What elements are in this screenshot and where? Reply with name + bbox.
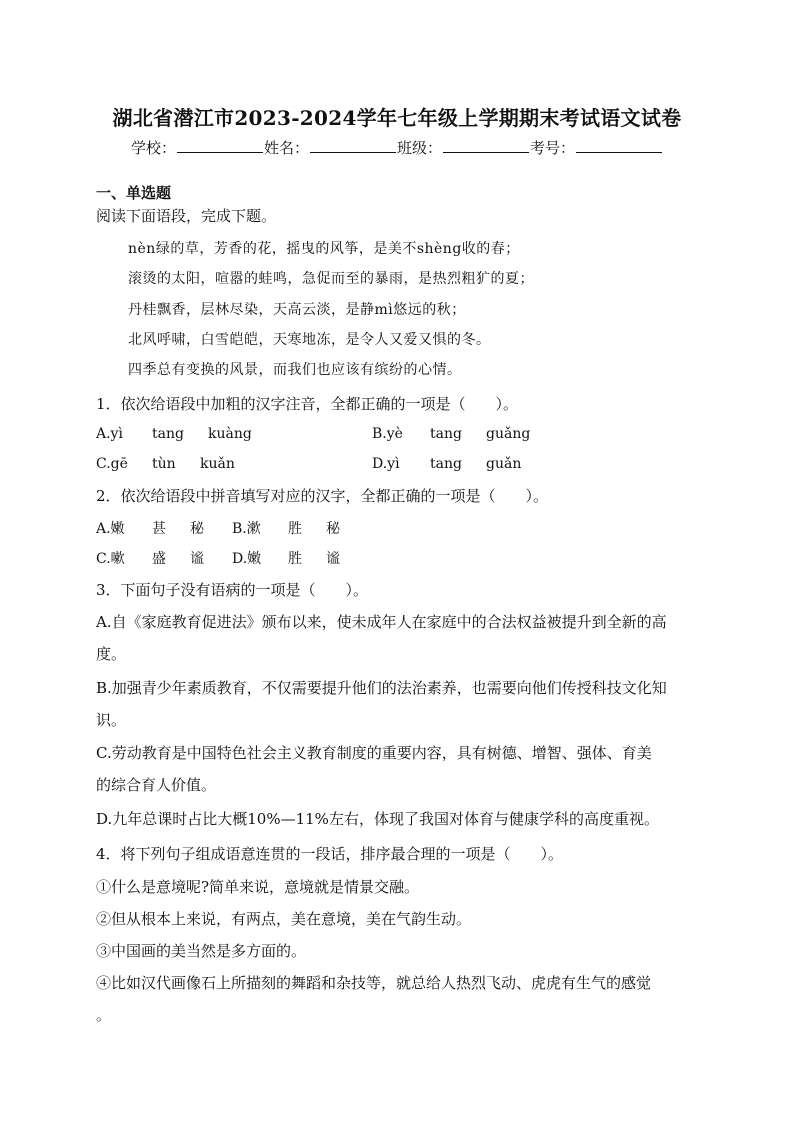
q3-option-c[interactable]: C.劳动教育是中国特色社会主义教育制度的重要内容，具有树德、增智、强体、育美 (96, 744, 652, 762)
q3-option-b[interactable]: B.加强青少年素质教育，不仅需要提升他们的法治素养，也需要向他们传授科技文化知 (96, 679, 667, 697)
name-blank[interactable] (310, 138, 396, 153)
q1-option-c[interactable]: C.gē tùn kuǎn (96, 456, 235, 472)
school-blank[interactable] (177, 138, 263, 153)
q3-option-c-cont: 的综合育人价值。 (96, 776, 217, 794)
student-info-line (0, 137, 794, 158)
q2-option-c[interactable]: C.嗽 盛 谧 (96, 551, 204, 567)
q2-option-b[interactable]: B.漱 胜 秘 (232, 521, 340, 537)
q4-sentence-1: ①什么是意境呢?简单来说，意境就是情景交融。 (96, 878, 420, 896)
number-label: 考号： (530, 139, 576, 157)
q4-sentence-4: ④比如汉代画像石上所描刻的舞蹈和杂技等，就总给人热烈飞动、虎虎有生气的感觉 (96, 974, 652, 992)
q3-option-d[interactable]: D.九年总课时占比大概10%—11%左右，体现了我国对体育与健康学科的高度重视。 (96, 810, 659, 828)
class-label: 班级： (397, 139, 443, 157)
passage-line-2: 滚烫的太阳，喧嚣的蛙鸣，急促而至的暴雨，是热烈粗犷的夏； (128, 271, 534, 287)
exam-title: 湖北省潜江市2023-2024学年七年级上学期期末考试语文试卷 (112, 106, 682, 130)
section-heading: 一、单选题 (96, 184, 172, 202)
passage-line-3: 丹桂飘香，层林尽染，天高云淡，是静mì悠远的秋； (128, 302, 466, 318)
q3-option-a-cont: 度。 (96, 645, 127, 663)
q4-sentence-3: ③中国画的美当然是多方面的。 (96, 942, 307, 960)
question-2-stem: 2．依次给语段中拼音填写对应的汉字，全都正确的一项是（ ）。 (96, 487, 549, 505)
class-blank[interactable] (443, 138, 529, 153)
q1-option-d[interactable]: D.yì tang guǎn (372, 456, 522, 472)
q1-option-a[interactable]: A.yì tang kuàng (96, 426, 252, 442)
name-label: 姓名： (263, 139, 309, 157)
question-4-stem: 4．将下列句子组成语意连贯的一段话，排序最合理的一项是（ ）。 (96, 845, 564, 863)
question-3-stem: 3．下面句子没有语病的一项是（ ）。 (96, 581, 369, 599)
q3-option-b-cont: 识。 (96, 711, 127, 729)
q1-option-b[interactable]: B.yè tang guǎng (372, 426, 531, 442)
passage-line-5: 四季总有变换的风景，而我们也应该有缤纷的心情。 (128, 362, 462, 378)
number-blank[interactable] (576, 138, 662, 153)
q4-sentence-4-cont: 。 (96, 1006, 112, 1024)
passage-line-4: 北风呼啸，白雪皑皑，天寒地冻，是令人又爱又惧的冬。 (128, 332, 491, 348)
question-1-stem: 1．依次给语段中加粗的汉字注音，全都正确的一项是（ ）。 (96, 395, 519, 413)
q2-option-d[interactable]: D.嫩 胜 谧 (232, 551, 340, 567)
passage-line-1: nèn绿的草，芳香的花，摇曳的风筝，是美不shèng收的春； (128, 241, 520, 257)
q2-option-a[interactable]: A.嫩 甚 秘 (96, 521, 204, 537)
q4-sentence-2: ②但从根本上来说，有两点，美在意境，美在气韵生动。 (96, 910, 472, 928)
school-label: 学校： (130, 139, 176, 157)
reading-intro: 阅读下面语段，完成下题。 (96, 207, 277, 225)
q3-option-a[interactable]: A.自《家庭教育促进法》颁布以来，使未成年人在家庭中的合法权益被提升到全新的高 (96, 613, 667, 631)
